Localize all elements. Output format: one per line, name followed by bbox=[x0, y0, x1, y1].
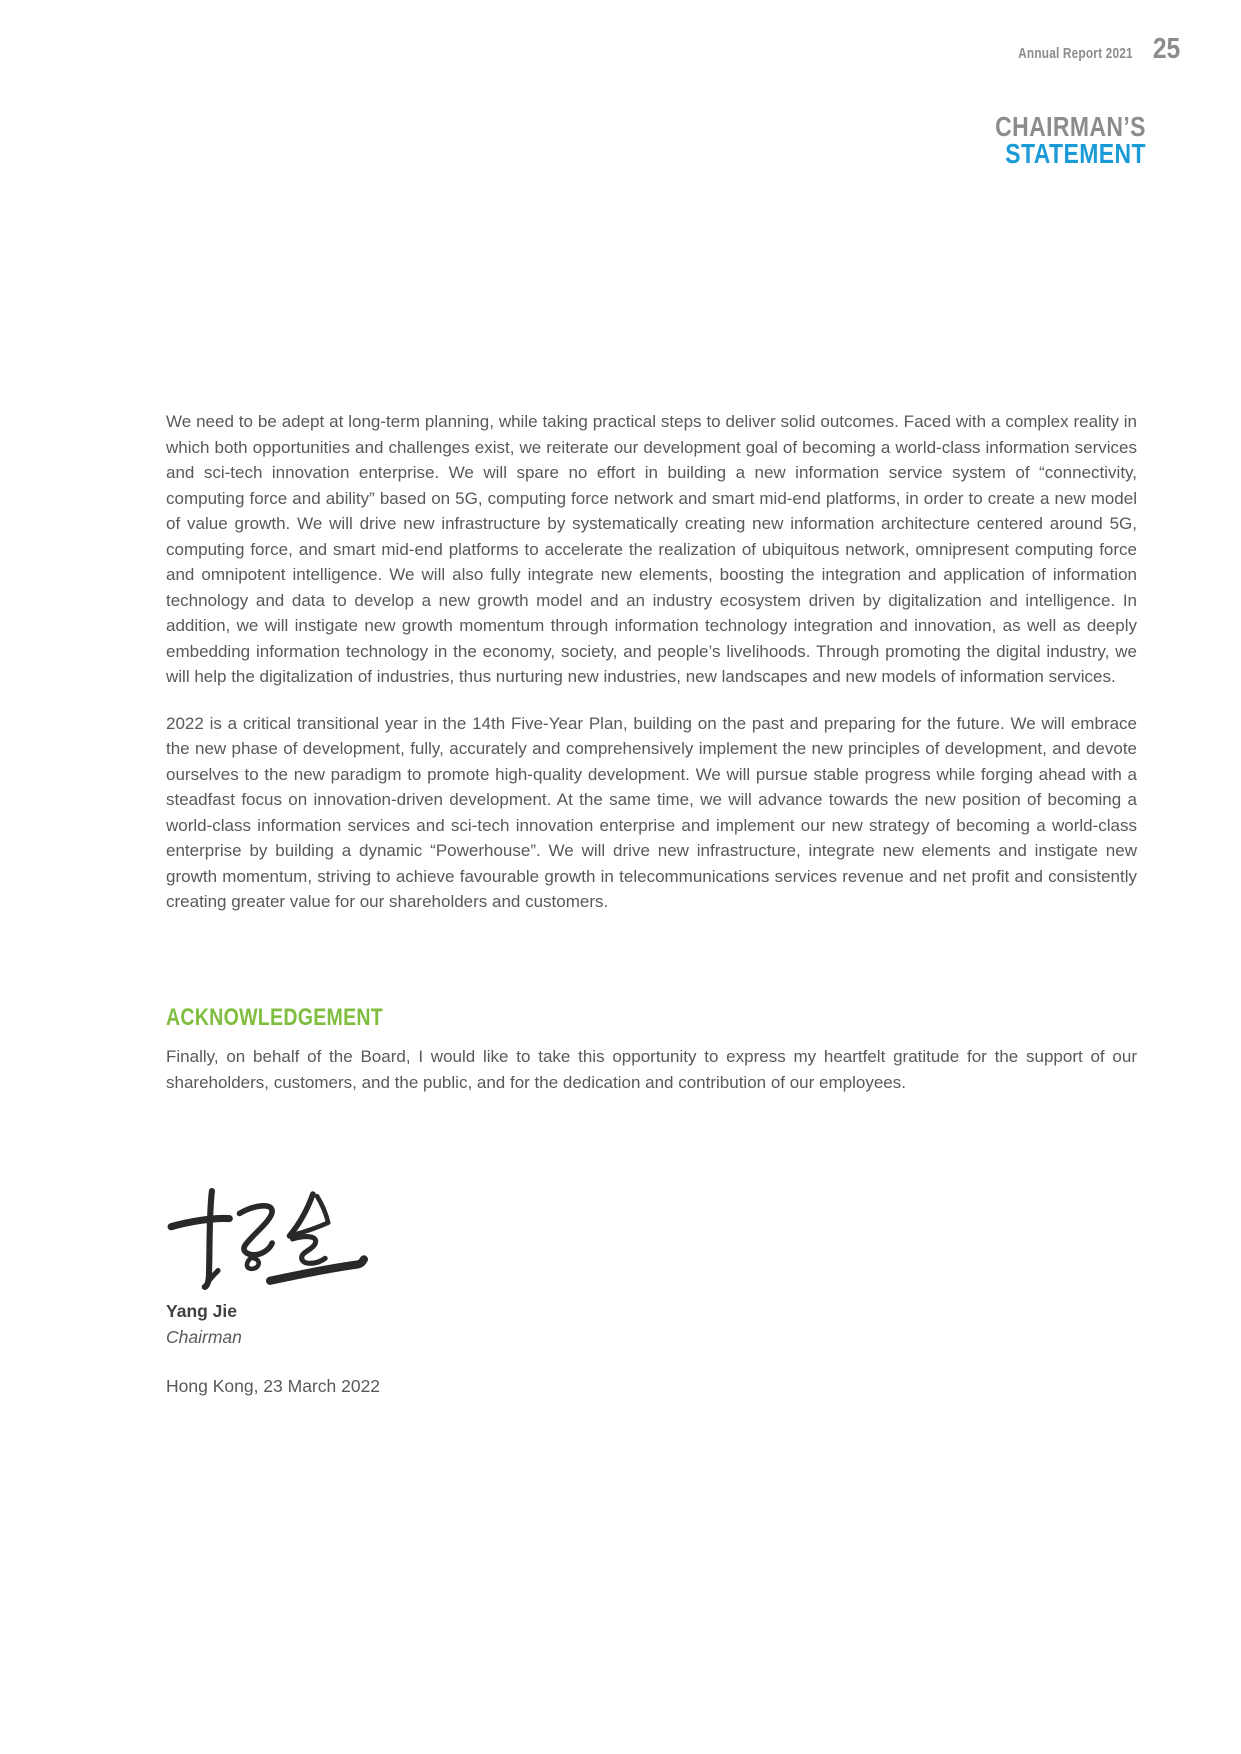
chapter-title bbox=[962, 113, 1146, 167]
place-and-date: Hong Kong, 23 March 2022 bbox=[166, 1376, 381, 1396]
signatory-name: Yang Jie bbox=[166, 1301, 238, 1321]
report-title-label: Annual Report 2021 bbox=[1018, 46, 1133, 62]
page-number: 25 bbox=[1152, 33, 1180, 65]
acknowledgement-heading: ACKNOWLEDGEMENT bbox=[166, 1004, 384, 1031]
statement-paragraph-2: 2022 is a critical transitional year in the 14th Five-Year Plan, building on the past and preparing for the future. We will embrace the new phase of development, fully, accurately and comprehensively implement the new principles of development, and devote ourselves to the new paradigm to promote high-quality development. We will pursue stable progress while forging ahead with a steadfast focus on innovation-driven development. At the same time, we will advance towards the new position of becoming a world-class information services and sci-tech innovation enterprise and implement our new strategy of becoming a world-class enterprise by building a dynamic “Powerhouse”. We will drive new infrastructure, integrate new elements and instigate new growth momentum, striving to achieve favourable growth in telecommunications services revenue and net profit and consistently creating greater value for our shareholders and customers. bbox=[166, 713, 1137, 911]
chapter-title-line1: CHAIRMAN’S bbox=[995, 111, 1146, 142]
acknowledgement-section bbox=[166, 1006, 1137, 1095]
acknowledgement-paragraph: Finally, on behalf of the Board, I would like to take this opportunity to express my heartfelt gratitude for the support of our shareholders, customers, and the public, and for the dedication and contribution of our employees. bbox=[166, 1047, 1137, 1092]
chapter-title-line2: STATEMENT bbox=[1005, 138, 1146, 169]
statement-paragraph-1: We need to be adept at long-term planning, while taking practical steps to deliver solid outcomes. Faced with a complex reality in which both opportunities and challenges exist, we reiterate our development goal of becoming a world-class information services and sci-tech innovation enterprise. We will spare no effort in building a new information service system of “connectivity, computing force and ability” based on 5G, computing force network and smart mid-end platforms, in order to create a new model of value growth. We will drive new infrastructure by systematically creating new information architecture centered around 5G, computing force, and smart mid-end platforms to accelerate the realization of ubiquitous network, omnipresent computing force and omnipotent intelligence. We will also fully integrate new elements, boosting the integration and application of information technology and data to develop a new growth model and an industry ecosystem driven by digitalization and intelligence. In addition, we will instigate new growth momentum through information technology integration and innovation, as well as deeply embedding information technology in the economy, society, and people’s livelihoods. Through promoting the digital industry, we will help the digitalization of industries, thus nurturing new industries, new landscapes and new models of information services. bbox=[166, 412, 1137, 686]
statement-body bbox=[166, 409, 1137, 915]
signature-calligraphy-image bbox=[164, 1186, 368, 1296]
signatory-role: Chairman bbox=[166, 1327, 242, 1347]
running-header bbox=[993, 33, 1180, 66]
